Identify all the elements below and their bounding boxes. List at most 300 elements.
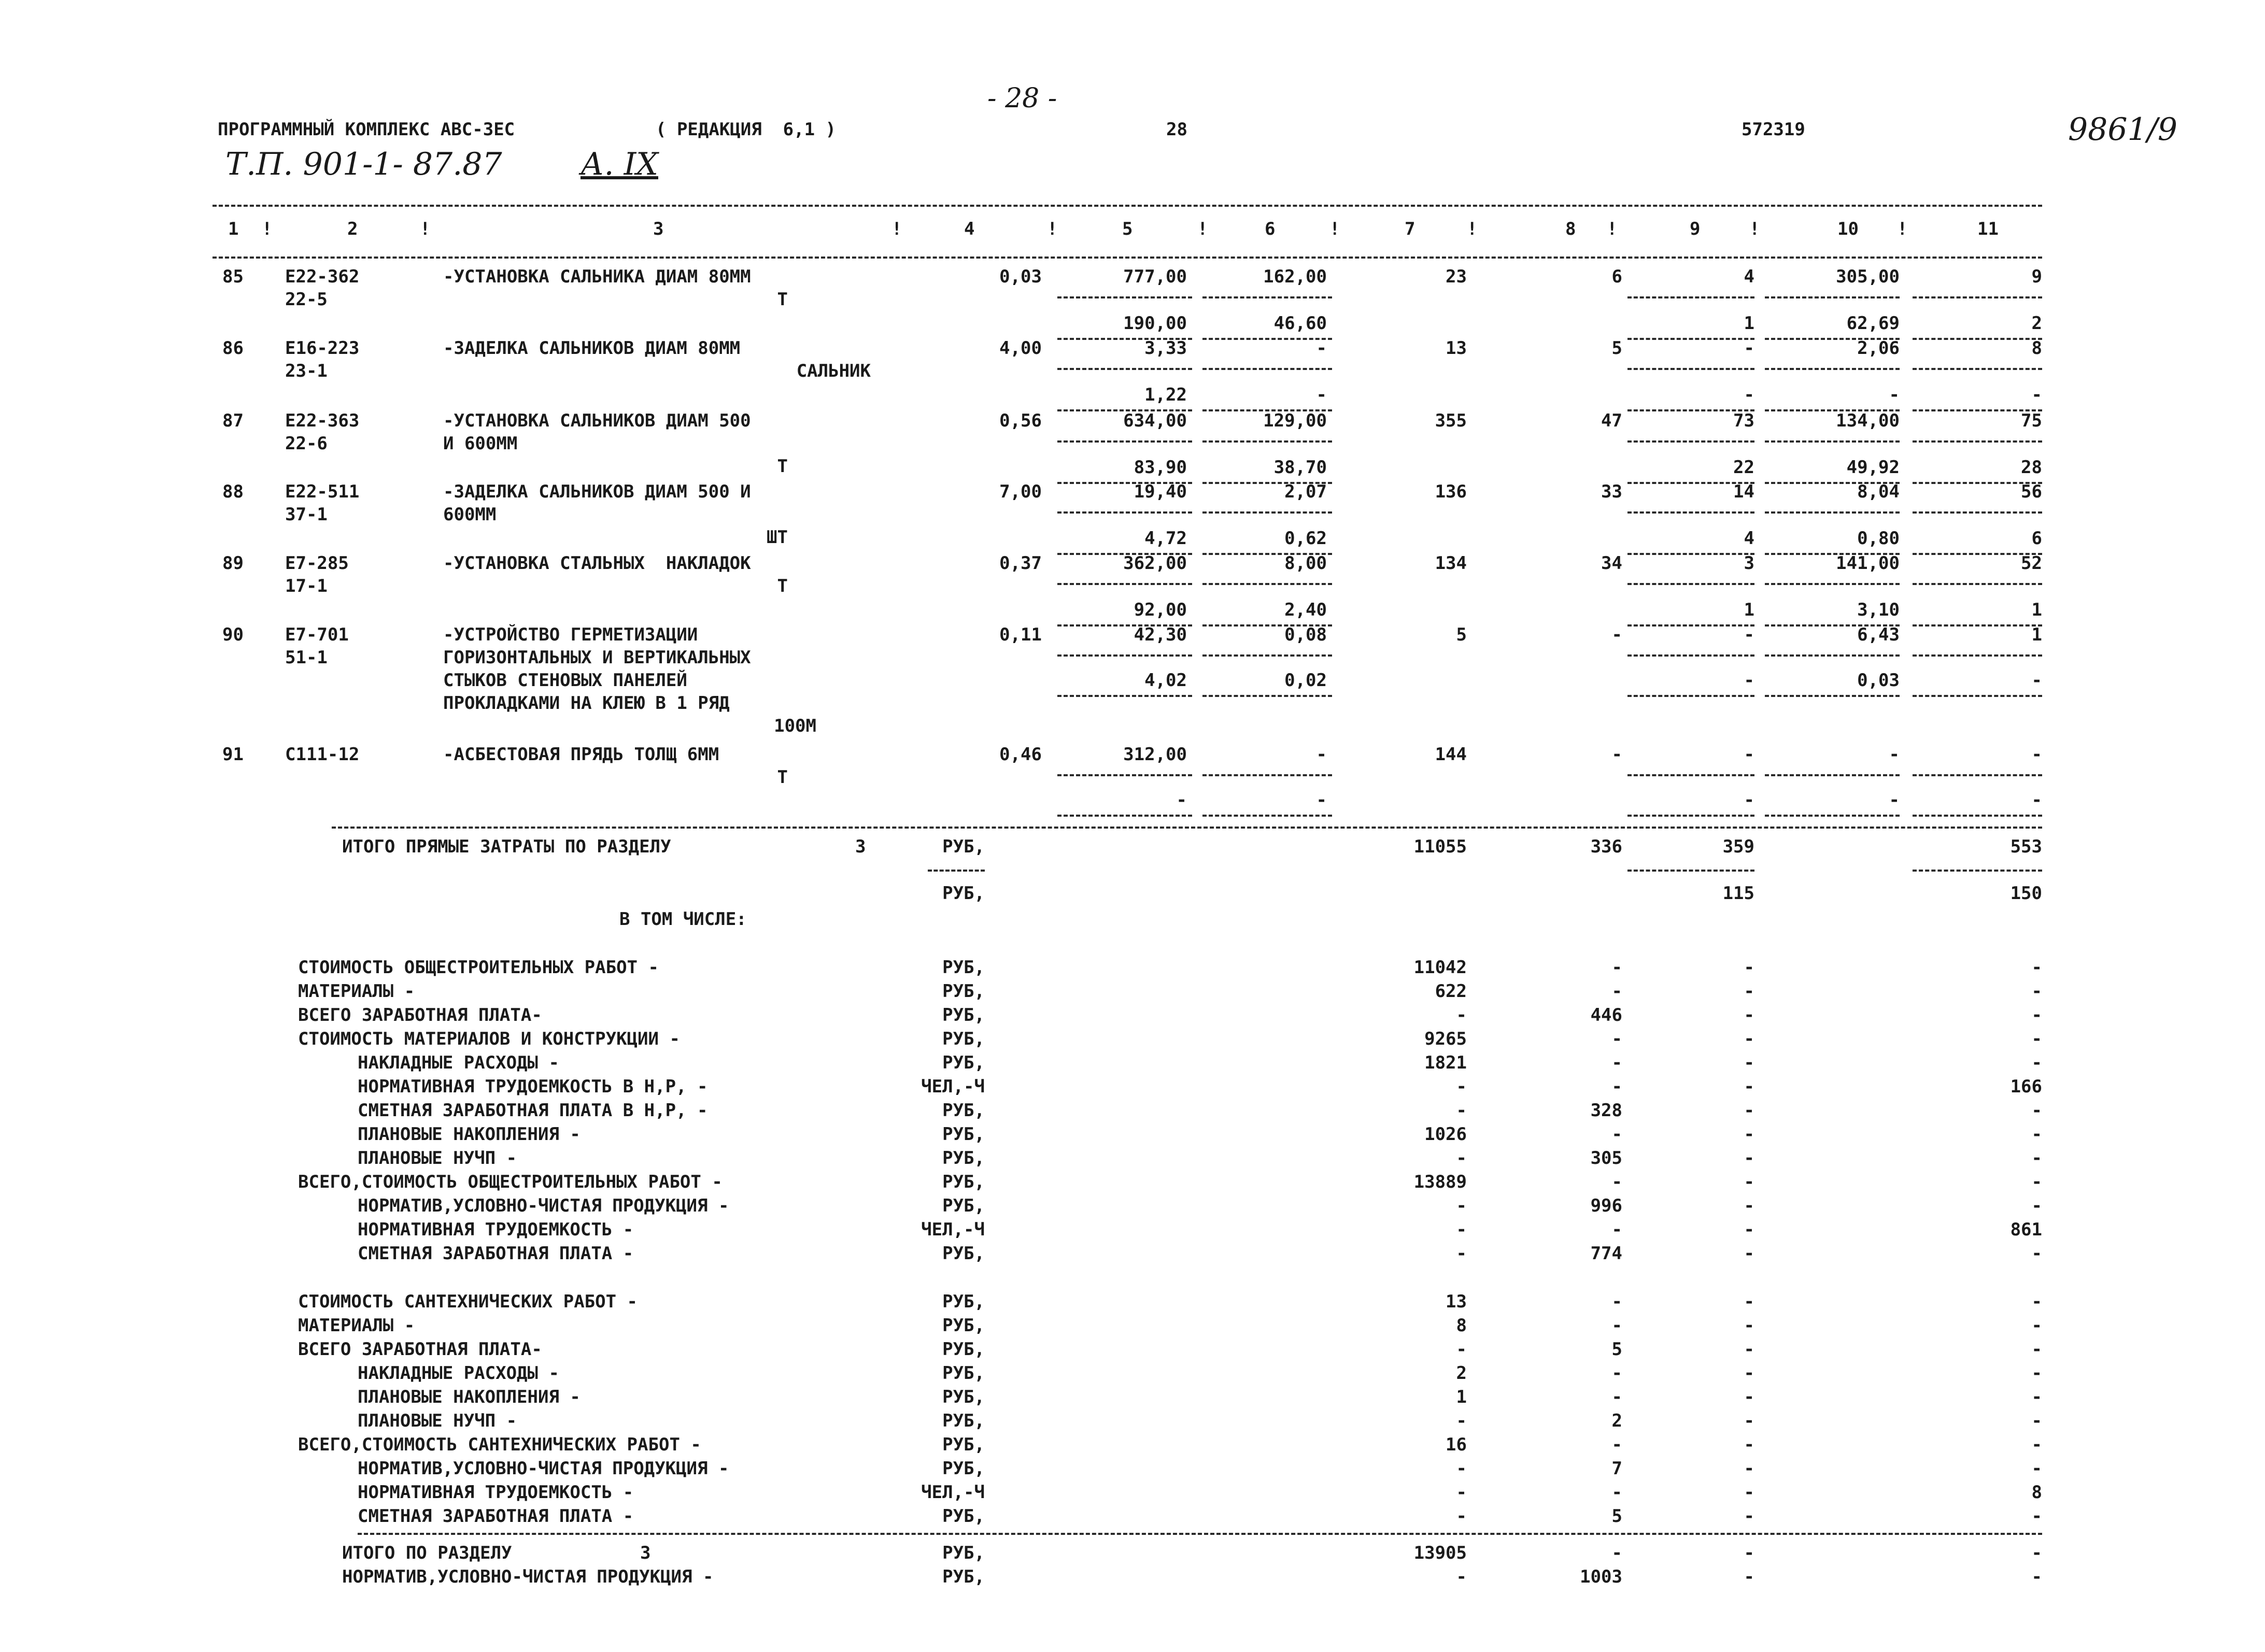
value-c11: 56 [2021,481,2042,502]
value-c7: 13 [1446,1291,1467,1312]
value-c8: - [1611,957,1622,978]
value-c9: - [1744,1387,1754,1407]
column-header-10: 10 [1837,219,1859,239]
cell-rule [1627,870,1754,872]
subvalue-c11: - [2031,790,2042,810]
value-c7: 13889 [1413,1172,1467,1192]
column-header-4: 4 [964,219,975,239]
cell-rule [1913,368,2042,370]
cell-rule [1202,440,1332,443]
value-c11: 1 [2031,624,2042,645]
value-c5: 362,00 [1123,553,1187,574]
cell-rule [1913,511,2042,514]
cell-rule [1202,654,1332,657]
cell-rule [1627,774,1754,776]
rate-subcode: 22-5 [285,289,328,310]
cell-rule [1057,368,1192,370]
subvalue-c9: 1 [1744,600,1754,620]
unit-of-measure: САЛЬНИК [796,361,871,381]
cell-rule [1913,440,2042,443]
subvalue-c6: 46,60 [1273,313,1327,334]
column-separator: ! [1329,219,1340,239]
work-description: ПРОКЛАДКАМИ НА КЛЕЮ В 1 РЯД [443,693,730,714]
rate-code: С111-12 [285,744,360,765]
unit-of-measure: 100М [774,716,816,736]
value-c7: 1821 [1424,1052,1467,1073]
value-c7: 8 [1456,1315,1467,1336]
value-c9: - [1744,1100,1754,1121]
value-c9: - [1744,1029,1754,1049]
currency-unit: РУБ, [942,883,985,904]
subvalue-c5: 4,02 [1144,670,1187,691]
subvalue-c10: 0,80 [1857,528,1900,549]
value-c8: 774 [1590,1243,1622,1264]
subvalue-c5: 92,00 [1134,600,1187,620]
currency-unit: РУБ, [942,1100,985,1121]
value-c11: - [2031,981,2042,1002]
cell-rule [1057,695,1192,697]
value-c9: - [1744,1482,1754,1503]
subvalue-c9: - [1744,670,1754,691]
value-c8: 446 [1590,1005,1622,1026]
summary-label: СТОИМОСТЬ САНТЕХНИЧЕСКИХ РАБОТ - [298,1291,638,1312]
value-c9: - [1744,1506,1754,1527]
value-c7: - [1456,1339,1467,1360]
value-c11: - [2031,1029,2042,1049]
subvalue-c5: 4,72 [1144,528,1187,549]
quantity: 0,11 [999,624,1042,645]
cell-rule [1057,583,1192,585]
value-c7: - [1456,1411,1467,1431]
rate-subcode: 37-1 [285,504,328,525]
summary-label: МАТЕРИАЛЫ - [298,1315,415,1336]
value-c6: 129,00 [1263,410,1327,431]
value-c9: - [1744,1124,1754,1145]
cell-rule [1913,695,2042,697]
subvalue-c10: - [1889,384,1900,405]
currency-unit: РУБ, [942,1411,985,1431]
cell-rule [1765,583,1900,585]
column-separator: ! [1047,219,1058,239]
value-c7: 1 [1456,1387,1467,1407]
value-c8: 996 [1590,1195,1622,1216]
summary-label: СТОИМОСТЬ МАТЕРИАЛОВ И КОНСТРУКЦИИ - [298,1029,680,1049]
subvalue-c6: - [1316,384,1327,405]
value-c6: - [1316,744,1327,765]
value-c5: 19,40 [1134,481,1187,502]
value-c8: 33 [1601,481,1622,502]
currency-unit: РУБ, [942,1195,985,1216]
currency-unit: РУБ, [942,1339,985,1360]
value-c8: - [1611,1363,1622,1384]
subvalue-c6: 38,70 [1273,457,1327,478]
value-c7: 9265 [1424,1029,1467,1049]
value-c8: 5 [1611,1506,1622,1527]
value-c11: 9 [2031,266,2042,287]
column-header-11: 11 [1977,219,1999,239]
value-c10: 6,43 [1857,624,1900,645]
cell-rule [1627,654,1754,657]
value-c11: - [2031,1566,2042,1587]
cell-rule [1202,815,1332,817]
value-c11: - [2031,957,2042,978]
value-c11: - [2031,1363,2042,1384]
value-c11: - [2031,1458,2042,1479]
value-c7: 11055 [1413,836,1467,857]
handwritten-album: А. IX [581,146,658,182]
value-c11: 75 [2021,410,2042,431]
value-c9: - [1744,1339,1754,1360]
value-c11: 166 [2010,1076,2042,1097]
unit-of-measure: Т [777,289,788,310]
summary-label: СМЕТНАЯ ЗАРАБОТНАЯ ПЛАТА - [358,1506,634,1527]
cell-rule [1765,654,1900,657]
value-c8: 34 [1601,553,1622,574]
cell-rule [1202,338,1332,340]
cell-rule [1627,695,1754,697]
cell-rule [1913,296,2042,298]
currency-unit: РУБ, [942,1387,985,1407]
value-c7: - [1456,1076,1467,1097]
value-c7: 622 [1435,981,1467,1002]
value-c7: - [1456,1243,1467,1264]
cell-rule [1202,695,1332,697]
summary-label: СМЕТНАЯ ЗАРАБОТНАЯ ПЛАТА В Н,Р, - [358,1100,708,1121]
value-c9: 3 [1744,553,1754,574]
value-c9: - [1744,1076,1754,1097]
cell-rule [1202,583,1332,585]
subvalue-c11: 2 [2031,313,2042,334]
section-number: 3 [855,836,866,857]
value-c11: 8 [2031,1482,2042,1503]
row-number: 87 [222,410,244,431]
row-number: 91 [222,744,244,765]
currency-unit: РУБ, [942,1506,985,1527]
column-header-6: 6 [1265,219,1276,239]
value-c5: 634,00 [1123,410,1187,431]
value-c8: 1003 [1580,1566,1622,1587]
cell-rule [1913,870,2042,872]
value-c11: 150 [2010,883,2042,904]
value-c5: 3,33 [1144,338,1187,359]
currency-unit: РУБ, [942,1363,985,1384]
value-c11: - [2031,1506,2042,1527]
currency-unit: РУБ, [942,1005,985,1026]
rate-subcode: 17-1 [285,576,328,596]
subvalue-c6: 2,40 [1284,600,1327,620]
value-c8: - [1611,1315,1622,1336]
value-c11: 52 [2021,553,2042,574]
work-description: -УСТАНОВКА СТАЛЬНЫХ НАКЛАДОК [443,553,751,574]
subvalue-c10: 49,92 [1846,457,1900,478]
value-c7: - [1456,1458,1467,1479]
summary-label: ПЛАНОВЫЕ НУЧП - [358,1148,517,1169]
currency-unit: РУБ, [942,957,985,978]
value-c9: 73 [1733,410,1754,431]
column-header-3: 3 [653,219,664,239]
cell-rule [1627,553,1754,555]
value-c11: - [2031,1148,2042,1169]
cell-rule [1057,654,1192,657]
value-c11: - [2031,1005,2042,1026]
currency-unit: ЧЕЛ,-Ч [921,1482,985,1503]
value-c8: - [1611,744,1622,765]
subvalue-c10: 0,03 [1857,670,1900,691]
work-description: -УСТАНОВКА САЛЬНИКА ДИАМ 80ММ [443,266,751,287]
subvalue-c6: 0,62 [1284,528,1327,549]
column-separator: ! [1607,219,1618,239]
cell-rule [1765,368,1900,370]
summary-label: СТОИМОСТЬ ОБЩЕСТРОИТЕЛЬНЫХ РАБОТ - [298,957,659,978]
subvalue-c9: 1 [1744,313,1754,334]
cell-rule [1627,338,1754,340]
value-c7: - [1456,1195,1467,1216]
cell-rule [1627,296,1754,298]
cell-rule [1627,624,1754,626]
rate-code: Е7-285 [285,553,349,574]
cell-rule [1202,368,1332,370]
summary-label: ПЛАНОВЫЕ НУЧП - [358,1411,517,1431]
value-c8: - [1611,1124,1622,1145]
subvalue-c11: - [2031,670,2042,691]
value-c8: 336 [1590,836,1622,857]
value-c11: - [2031,744,2042,765]
value-c8: - [1611,1482,1622,1503]
subvalue-c6: - [1316,790,1327,810]
cell-rule [1913,338,2042,340]
summary-label: НАКЛАДНЫЕ РАСХОДЫ - [358,1052,559,1073]
subvalue-c10: - [1889,790,1900,810]
cell-rule [1202,511,1332,514]
subvalue-c10: 62,69 [1846,313,1900,334]
section-rule [332,827,2042,829]
quantity: 0,03 [999,266,1042,287]
summary-label: ПЛАНОВЫЕ НАКОПЛЕНИЯ - [358,1124,581,1145]
row-number: 90 [222,624,244,645]
rate-code: Е7-701 [285,624,349,645]
value-c7: 13 [1446,338,1467,359]
value-c7: - [1456,1100,1467,1121]
value-c7: 5 [1456,624,1467,645]
value-c10: 134,00 [1836,410,1900,431]
summary-label: НАКЛАДНЫЕ РАСХОДЫ - [358,1363,559,1384]
column-separator: ! [1749,219,1760,239]
section-number: 3 [640,1543,651,1563]
value-c10: - [1889,744,1900,765]
column-separator: ! [891,219,902,239]
currency-unit: РУБ, [942,1243,985,1264]
value-c9: - [1744,1005,1754,1026]
cell-rule [1765,511,1900,514]
cell-rule [1057,774,1192,776]
currency-unit: РУБ, [942,836,985,857]
value-c11: 861 [2010,1219,2042,1240]
value-c8: 5 [1611,338,1622,359]
row-number: 88 [222,481,244,502]
value-c9: - [1744,1543,1754,1563]
value-c8: - [1611,1219,1622,1240]
column-separator: ! [420,219,431,239]
value-c8: - [1611,1543,1622,1563]
value-c6: 162,00 [1263,266,1327,287]
cell-rule [1202,296,1332,298]
value-c11: - [2031,1339,2042,1360]
cell-rule [1913,815,2042,817]
value-c9: - [1744,1411,1754,1431]
cell-rule [1765,695,1900,697]
value-c8: - [1611,624,1622,645]
currency-unit: РУБ, [942,1434,985,1455]
value-c7: - [1456,1566,1467,1587]
subvalue-c6: 0,02 [1284,670,1327,691]
value-c8: - [1611,1434,1622,1455]
value-c8: - [1611,1029,1622,1049]
unit-of-measure: Т [777,456,788,477]
total-direct-label: ИТОГО ПРЯМЫЕ ЗАТРАТЫ ПО РАЗДЕЛУ [342,836,671,857]
quantity: 0,46 [999,744,1042,765]
value-c9: - [1744,981,1754,1002]
cell-rule [1627,583,1754,585]
subvalue-c10: 3,10 [1857,600,1900,620]
cell-rule [1765,774,1900,776]
value-c9: - [1744,1434,1754,1455]
subvalue-c11: 1 [2031,600,2042,620]
value-c11: - [2031,1195,2042,1216]
value-c9: - [1744,1172,1754,1192]
currency-unit: РУБ, [942,1543,985,1563]
subvalue-c9: 4 [1744,528,1754,549]
value-c10: 8,04 [1857,481,1900,502]
currency-unit: РУБ, [942,1458,985,1479]
value-c11: - [2031,1387,2042,1407]
value-c8: 305 [1590,1148,1622,1169]
value-c9: - [1744,1243,1754,1264]
value-c9: 359 [1722,836,1754,857]
currency-unit: РУБ, [942,1172,985,1192]
column-separator: ! [1897,219,1908,239]
column-header-5: 5 [1122,219,1133,239]
value-c8: - [1611,1291,1622,1312]
value-c8: - [1611,1052,1622,1073]
subvalue-c5: 190,00 [1123,313,1187,334]
cell-rule [1057,296,1192,298]
row-number: 85 [222,266,244,287]
document-code: 572319 [1742,119,1805,140]
subvalue-c5: - [1176,790,1187,810]
value-c11: - [2031,1543,2042,1563]
subvalue-c11: - [2031,384,2042,405]
page-number: 28 [1166,119,1187,140]
value-c11: - [2031,1315,2042,1336]
value-c7: 144 [1435,744,1467,765]
value-c9: - [1744,1219,1754,1240]
value-c7: 11042 [1413,957,1467,978]
currency-unit: РУБ, [942,1124,985,1145]
summary-label: ПЛАНОВЫЕ НАКОПЛЕНИЯ - [358,1387,581,1407]
value-c7: - [1456,1148,1467,1169]
unit-of-measure: ШТ [767,527,788,548]
value-c11: - [2031,1291,2042,1312]
value-c9: - [1744,1363,1754,1384]
value-c6: - [1316,338,1327,359]
work-description: ГОРИЗОНТАЛЬНЫХ И ВЕРТИКАЛЬНЫХ [443,647,751,668]
value-c9: - [1744,1195,1754,1216]
value-c5: 312,00 [1123,744,1187,765]
cell-rule [1627,440,1754,443]
cell-rule [1913,774,2042,776]
unit-of-measure: Т [777,767,788,788]
summary-label: ВСЕГО,СТОИМОСТЬ ОБЩЕСТРОИТЕЛЬНЫХ РАБОТ - [298,1172,723,1192]
in-that-number-heading: В ТОМ ЧИСЛЕ: [619,909,747,930]
currency-unit: РУБ, [942,1315,985,1336]
program-title: ПРОГРАММНЫЙ КОМПЛЕКС АВС-3ЕС [218,119,515,140]
value-c7: 1026 [1424,1124,1467,1145]
value-c6: 0,08 [1284,624,1327,645]
work-description: -УСТАНОВКА САЛЬНИКОВ ДИАМ 500 [443,410,751,431]
value-c7: 23 [1446,266,1467,287]
subvalue-c9: - [1744,384,1754,405]
value-c7: - [1456,1482,1467,1503]
value-c10: 305,00 [1836,266,1900,287]
value-c8: - [1611,1076,1622,1097]
summary-label: НОРМАТИВНАЯ ТРУДОЕМКОСТЬ - [358,1219,634,1240]
value-c9: - [1744,1458,1754,1479]
cell-rule [1765,296,1900,298]
handwritten-corner: 9861/9 [2068,111,2178,148]
value-c8: - [1611,1172,1622,1192]
cell-rule [1202,774,1332,776]
cell-rule [1057,815,1192,817]
work-description: -ЗАДЕЛКА САЛЬНИКОВ ДИАМ 500 И [443,481,751,502]
value-c7: 134 [1435,553,1467,574]
cell-rule [1057,440,1192,443]
column-header-8: 8 [1565,219,1576,239]
value-c9: - [1744,1291,1754,1312]
header-bottom-rule [213,257,2042,259]
value-c9: - [1744,1315,1754,1336]
summary-label: СМЕТНАЯ ЗАРАБОТНАЯ ПЛАТА - [358,1243,634,1264]
value-c7: - [1456,1506,1467,1527]
currency-unit: ЧЕЛ,-Ч [921,1076,985,1097]
value-c7: 13905 [1413,1543,1467,1563]
value-c9: - [1744,744,1754,765]
currency-unit: РУБ, [942,1148,985,1169]
value-c9: - [1744,1566,1754,1587]
value-c9: - [1744,957,1754,978]
value-c8: 6 [1611,266,1622,287]
value-c5: 777,00 [1123,266,1187,287]
quantity: 7,00 [999,481,1042,502]
value-c10: 2,06 [1857,338,1900,359]
value-c11: - [2031,1243,2042,1264]
rate-subcode: 23-1 [285,361,328,381]
handwritten-page: - 28 - [987,83,1057,114]
subvalue-c5: 1,22 [1144,384,1187,405]
value-c11: 8 [2031,338,2042,359]
value-c11: - [2031,1052,2042,1073]
currency-unit: РУБ, [942,1566,985,1587]
column-header-9: 9 [1690,219,1701,239]
column-header-1: 1 [228,219,239,239]
work-description: 600ММ [443,504,497,525]
summary-label: НОРМАТИВ,УСЛОВНО-ЧИСТАЯ ПРОДУКЦИЯ - [358,1195,729,1216]
row-number: 86 [222,338,244,359]
subvalue-c11: 28 [2021,457,2042,478]
value-c7: 16 [1446,1434,1467,1455]
summary-label: НОРМАТИВНАЯ ТРУДОЕМКОСТЬ - [358,1482,634,1503]
cell-rule [1627,368,1754,370]
quantity: 4,00 [999,338,1042,359]
